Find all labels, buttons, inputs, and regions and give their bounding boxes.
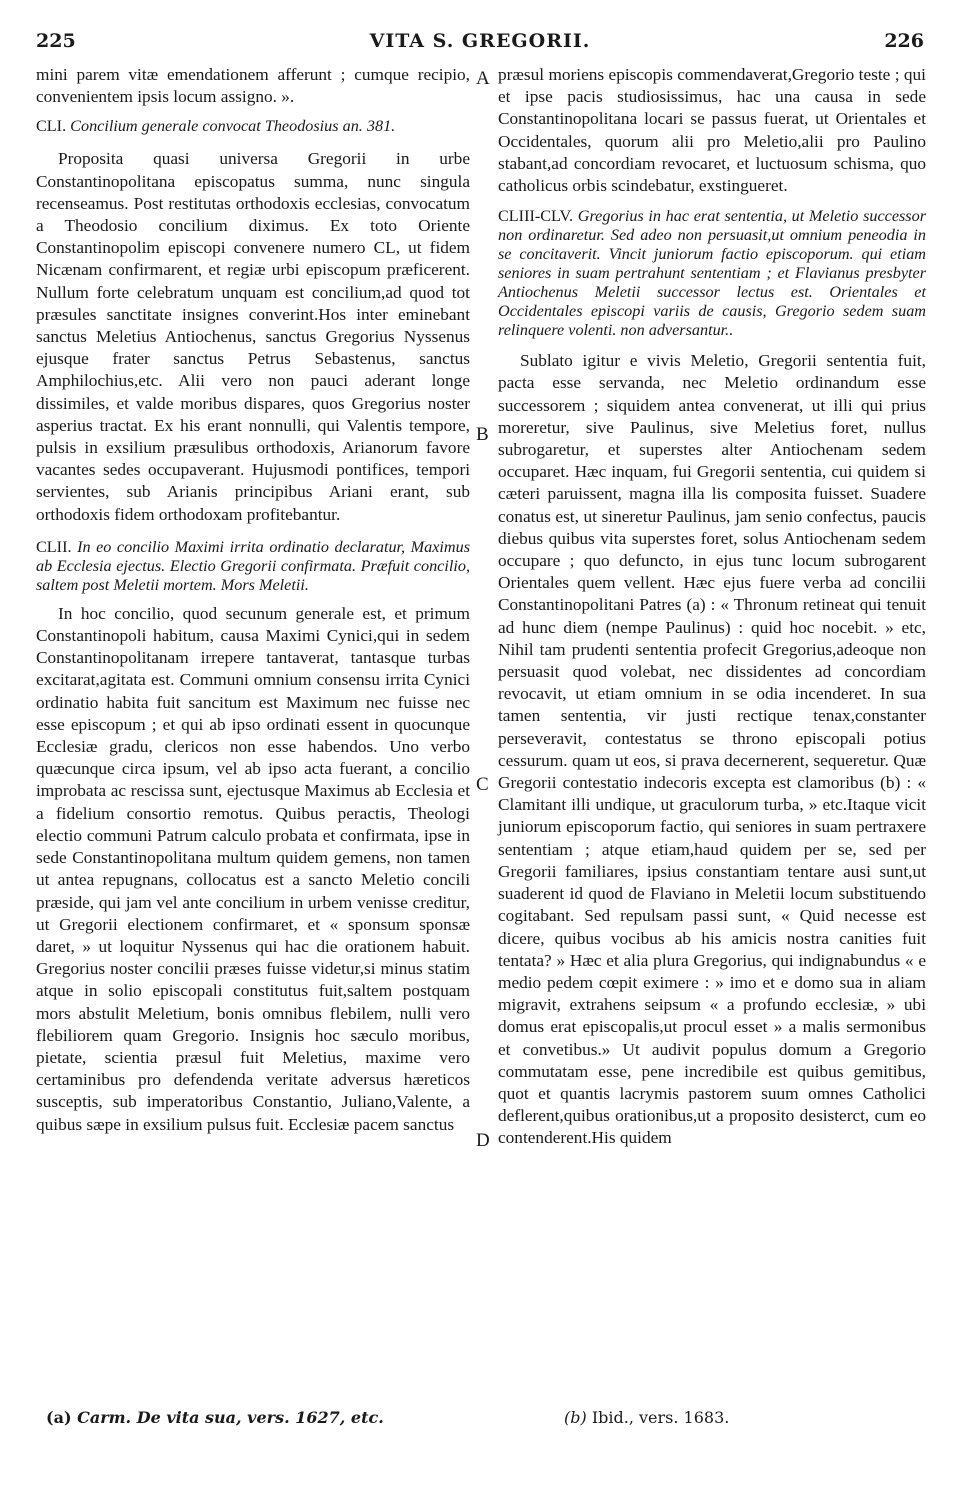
section-summary: In eo concilio Maximi irrita ordinatio declaratur, Maximus ab Ecclesia ejectus. Electio Gregorii confirmata. Præfuit concilio, saltem post Meletii mortem. Mors Meletii. xyxy=(36,537,470,594)
margin-marker-c: C xyxy=(476,774,489,795)
running-title: VITA S. GREGORII. xyxy=(369,30,591,52)
paragraph: præsul moriens episcopis commendaverat,Gregorio teste ; qui et ipse pacis studiosissimus, hac una causa in sede Constantinopolitana locari se passus fuerat, ut Orientales et Occidentales, quorum alii pro Meletio,alii pro Paulino stabant,ad concordiam revocaret, et luctuosum schisma, quo catholicus orbis scindebatur, exstingueret. xyxy=(498,65,926,196)
footnote-mark: (a) xyxy=(46,1408,72,1427)
footnote-a xyxy=(46,1408,384,1427)
right-column xyxy=(498,64,926,1150)
section-heading-cli xyxy=(36,117,470,136)
section-heading-clii xyxy=(36,538,470,595)
footnote-text: Carm. De vita sua, vers. 1627, etc. xyxy=(77,1408,384,1427)
margin-marker-b: B xyxy=(476,424,489,445)
footnotes xyxy=(36,1408,924,1432)
footnote-text: Ibid., vers. 1683. xyxy=(591,1408,730,1427)
section-number: CLI. xyxy=(36,117,67,136)
paragraph: In hoc concilio, quod secunum generale est, et primum Constantinopoli habitum, causa Maximi Cynici,qui in sedem Constantinopolitanam irrepere tantaverat, tantasque turbas excitarat,agitata est. Communi omnium consensu irrita Cynici ordinatio habita fuit sancitum est Maximum nec fuisse nec esse episcopum ; et qui ab ipso ordinati essent in quocunque Ecclesiæ gradu, clericos non esse habendos. Uno verbo quæcunque circa ipsum, vel ab ipso acta fuerant, a concilio improbata ac rescissa sunt, ejectusque Maximus ab Ecclesia et a fidelium consortio remotus. Quibus peractis, Theologi electio communi Patrum calculo probata et confirmata, ipse in sede Constantinopolitana multum quidem gemens, non tamen ut antea repugnans, collocatus est a sancto Meletio concili præside, qui jam vel ante concilium in urbem venisse creditur, ut Gregorii electionem confirmaret, et « sponsum sponsæ daret, » ut loquitur Nyssenus qui hac die orationem habuit. Gregorius noster concilii præses fuisse videtur,si minus statim atque in solio episcopali constitutus fuit,saltem postquam mors abstulit Meletium, bonis omnibus flebilem, nulli vero flebiliorem quam Gregorio. Insignis hoc sæculo moribus, pietate, scientia præsul fuit Meletius, maxime vero certaminibus pro defendenda veritate adversus hæreticos susceptis, sub imperatoribus Constantio, Juliano,Valente, a quibus sæpe in exsilium pulsus fuit. Ecclesiæ pacem sanctus xyxy=(36,603,470,1134)
paragraph: Sublato igitur e vivis Meletio, Gregorii sententia fuit, pacta esse servanda, nec Meletio ordinandum esse successorem ; siquidem antea convenerat, ut illi qui prius moreretur, sive Paulinus, sive Meletius foret, nullus subrogaretur, et superstes alter Antiochenam sedem occuparet. Hæc inquam, fui Gregorii sententia, cui quidem si cæteri paruissent, magna illa lis composita fuisset. Suadere conatus est, ut sineretur Paulinus, jam senio confectus, paucis diebus quibus vita superstes foret, solus Antiochenam sedem occupare ; quo defuncto, in ejus tunc locum subrogarent Orientales quem vellent. Hæc ejus fuere verba ad concilii Constantinopolitani Patres (a) : « Thronum retineat qui tenuit ad hunc diem (nempe Paulinus) : quid hoc nocebit. » etc, Nihil tam prudenti sententia profecit Gregorius,adeoque non persuasit quod volebat, nec dissidentes ad concordiam revocavit, ut etiam omnium in se odia incenderet. In sua tamen sententia, vir justi rectique tenax,constanter perseveravit, contestatus se throno episcopali potius cessurum. quam ut eos, si prava decernerent, sequeretur. Quæ Gregorii contestatio indecoris excepta est clamoribus (b) : « Clamitant illi undique, ut graculorum turba, » etc.Itaque vicit juniorum episcoporum factio, qui seniores in suam pertraxere sententiam ; atque etiam,haud quidem per se, sed per Gregorii familiares, ipsius constantiam tentare ausi sunt,ut suaderent id quod de Flaviano in Meletii locum substituendo cogitabant. Sed repulsam passi sunt, « Quid necesse est dicere, quibus vocibus ab his amicis nostra canities fuit tentata? » Hæc et alia plura Gregorius, qui indignabundus « e medio pedem cœpit eximere : » imo et e domo sua in aliam migravit, extrahens seipsum « a profundo ecclesiæ, » ubi domus erat episcopalis,ut procul esset » a malis sermonibus et convetibus.» Ut audivit populus domum a Gregorio commutatam esse, pene incredibile est quibus gemitibus, quot et quantis lacrymis pastorem suum omnes Catholici deflerent,quibus orationibus,ut a proposito desisterct, cum eo contenderent.His quidem xyxy=(498,351,926,1148)
footnote-mark: (b) xyxy=(564,1408,587,1427)
page-header xyxy=(36,30,924,58)
section-number: CLII. xyxy=(36,537,72,556)
section-number: CLIII-CLV. xyxy=(498,207,574,226)
page-number-left: 225 xyxy=(36,30,76,52)
paragraph: mini parem vitæ emendationem afferunt ; cumque recipio, convenientem ipsis locum assigno. ». xyxy=(36,65,470,107)
left-column xyxy=(36,64,470,1136)
page-number-right: 226 xyxy=(884,30,924,52)
margin-marker-d: D xyxy=(476,1130,490,1151)
margin-marker-a: A xyxy=(476,68,490,89)
section-summary: Gregorius in hac erat sententia, ut Meletio successor non ordinaretur. Sed adeo non persuasit,ut omnium peneodia in se concitaverit. Vincit juniorum factio episcoporum. qui etiam seniores in suam pertrahunt sententiam ; et Flavianus presbyter Antiochenus Meletii successor lectus est. Orientales et Occidentales episcopi variis de causis, Gregorio sedem suam relinquere volenti. non adversantur.. xyxy=(498,207,927,340)
section-heading-cliii-clv xyxy=(498,207,926,340)
paragraph: Proposita quasi universa Gregorii in urbe Constantinopolitana episcopatus summa, nunc singula recenseamus. Post restitutas orthodoxis ecclesias, convocatum a Theodosio concilium diximus. Ex toto Oriente Constantinopolim episcopi convenere numero CL, ut fidem Nicænam confirmarent, et regiæ urbi episcopum præficerent. Nullum forte celebratum unquam est concilium,ad quod tot præsules sanctitate insignes converint.Hos inter eminebant sanctus Meletius Antiochenus, sanctus Gregorius Nyssenus ejusque frater sanctus Petrus Sebastenus, sanctus Amphilochius,etc. Alii vero non pauci aderant longe dissimiles, et valde moribus dispares, quos Gregorius noster asperius tractat. Ex his erant nonnulli, qui Valentis tempore, pulsis in exsilium præsulibus orthodoxis, Arianorum favore vacantes sedes occupaverant. Hujusmodi pontifices, tempori servientes, sub Arianis principibus Ariani erant, sub orthodoxis fidem orthodoxam profitebantur. xyxy=(36,149,470,524)
footnote-b xyxy=(564,1408,729,1427)
section-summary: Concilium generale convocat Theodosius an. 381. xyxy=(70,117,396,136)
